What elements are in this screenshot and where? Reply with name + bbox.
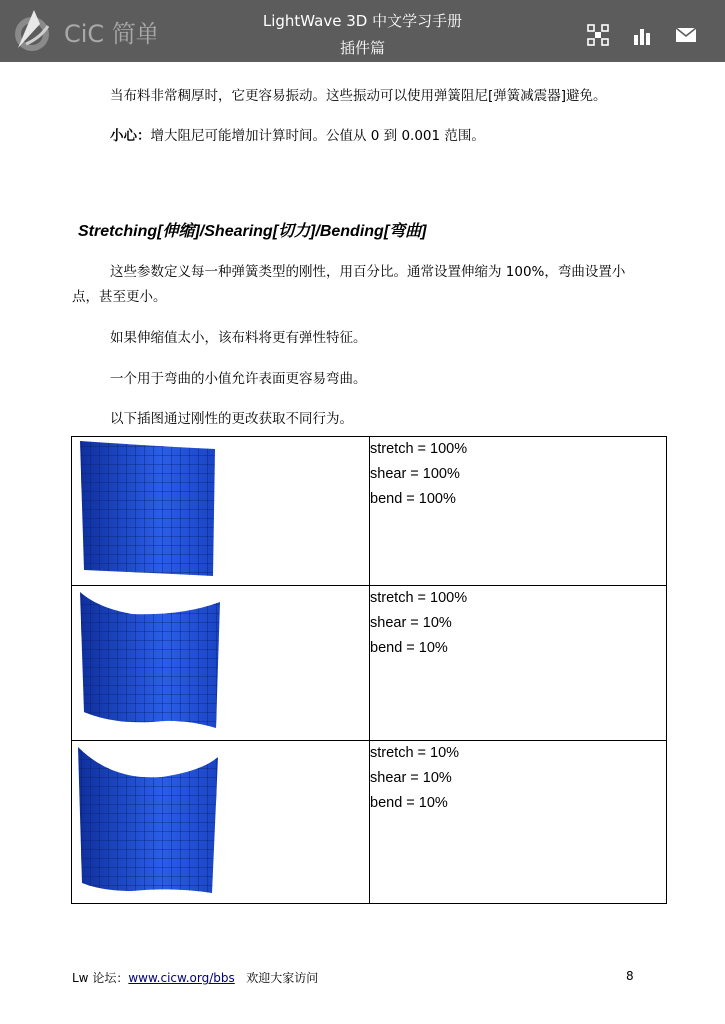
table-row bbox=[72, 741, 667, 904]
page-header bbox=[0, 0, 725, 62]
cloth-image-elastic bbox=[72, 741, 369, 899]
params-cell bbox=[370, 741, 667, 904]
footer-prefix: Lw 论坛： bbox=[72, 971, 129, 985]
paragraph-damping: 当布料非常稠厚时，它更容易振动。这些振动可以使用弹簧阻尼[弹簧减震器]避免。 bbox=[110, 88, 607, 104]
paragraph-illustration: 以下插图通过刚性的更改获取不同行为。 bbox=[110, 411, 353, 427]
footer-suffix: 欢迎大家访问 bbox=[246, 971, 319, 985]
params-cell bbox=[370, 437, 667, 586]
page-number: 8 bbox=[626, 969, 634, 983]
paragraph-bend: 一个用于弯曲的小值允许表面更容易弯曲。 bbox=[110, 371, 367, 387]
stretch-value: stretch = 100% bbox=[370, 590, 468, 606]
stiffness-comparison-table bbox=[71, 436, 667, 904]
shear-value: shear = 10% bbox=[370, 615, 452, 631]
header-subtitle: 插件篇 bbox=[339, 39, 385, 57]
cloth-image-stiff bbox=[72, 437, 369, 581]
mail-icon[interactable] bbox=[675, 24, 697, 46]
table-row bbox=[72, 586, 667, 741]
forum-link[interactable]: www.cicw.org/bbs bbox=[128, 971, 235, 985]
paragraph-stiffness-line1: 这些参数定义每一种弹簧类型的刚性，用百分比。通常设置伸缩为 100%，弯曲设置小 bbox=[110, 264, 626, 280]
bend-value: bend = 100% bbox=[370, 491, 456, 507]
params-cell bbox=[370, 586, 667, 741]
network-icon[interactable] bbox=[587, 24, 609, 46]
table-row bbox=[72, 437, 667, 586]
cloth-image-cell bbox=[72, 586, 370, 741]
bend-value: bend = 10% bbox=[370, 640, 448, 656]
cloth-image-soft-bend bbox=[72, 586, 369, 736]
paragraph-caution bbox=[110, 126, 485, 146]
shear-value: shear = 10% bbox=[370, 770, 452, 786]
caution-label: 小心： bbox=[110, 128, 151, 144]
logo-text: CiC 简单 bbox=[64, 20, 156, 48]
footer bbox=[72, 969, 318, 986]
caution-text: 增大阻尼可能增加计算时间。公值从 0 到 0.001 范围。 bbox=[150, 128, 485, 144]
shear-value: shear = 100% bbox=[370, 466, 460, 482]
stretch-value: stretch = 100% bbox=[370, 441, 468, 457]
paragraph-stiffness-line2: 点，甚至更小。 bbox=[72, 289, 167, 305]
section-heading: Stretching[伸缩]/Shearing[切力]/Bending[弯曲] bbox=[78, 223, 427, 240]
cloth-image-cell bbox=[72, 741, 370, 904]
chart-icon[interactable] bbox=[631, 24, 653, 46]
paragraph-stretch: 如果伸缩值太小，该布料将更有弹性特征。 bbox=[110, 330, 367, 346]
bend-value: bend = 10% bbox=[370, 795, 448, 811]
stretch-value: stretch = 10% bbox=[370, 745, 460, 761]
header-title: LightWave 3D 中文学习手册 bbox=[262, 12, 463, 30]
cloth-image-cell bbox=[72, 437, 370, 586]
